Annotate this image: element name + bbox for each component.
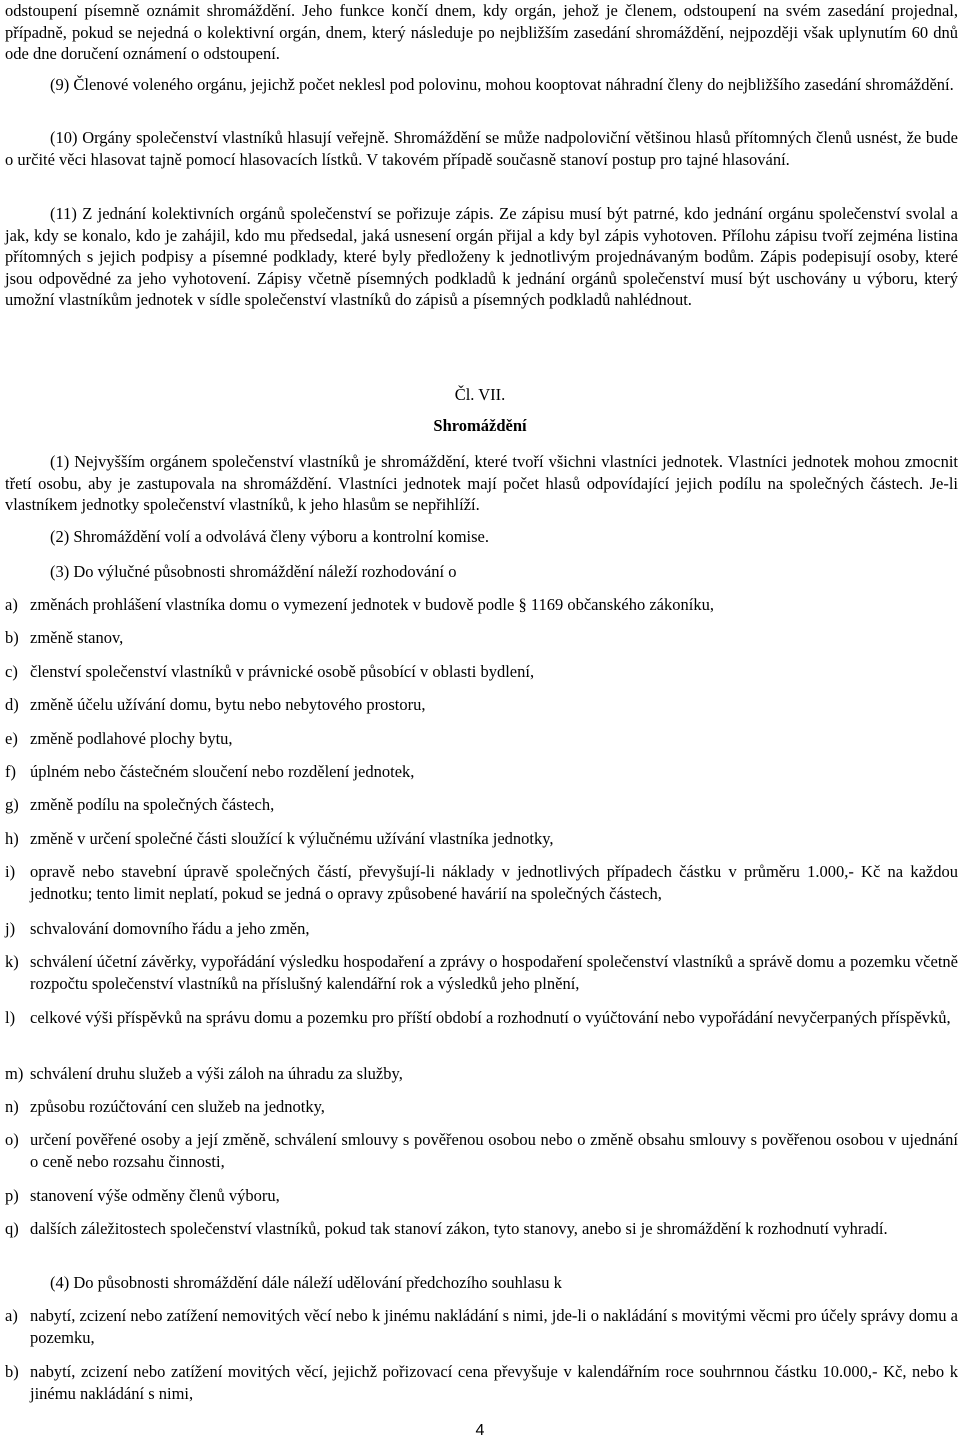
- paragraph-3: (3) Do výlučné působnosti shromáždění náleží rozhodování o: [50, 562, 457, 581]
- list-item-text: způsobu rozúčtování cen služeb na jednotky,: [30, 1097, 325, 1116]
- list-item: [5, 1129, 958, 1172]
- list-item-text: schvalování domovního řádu a jeho změn,: [30, 919, 310, 938]
- list-item: [5, 1063, 958, 1085]
- list-item-label: h): [5, 829, 19, 848]
- paragraph-4: (4) Do působnosti shromáždění dále náleží udělování předchozího souhlasu k: [50, 1273, 562, 1292]
- list-item-label: b): [5, 628, 19, 647]
- paragraph-9: (9) Členové voleného orgánu, jejichž počet neklesl pod polovinu, mohou kooptovat náhradní členy do nejbližšího zasedání shromáždění.: [50, 75, 954, 94]
- list-item-label: g): [5, 795, 19, 814]
- page-number: 4: [475, 1422, 485, 1439]
- list-item-text: členství společenství vlastníků v právnické osobě působící v oblasti bydlení,: [30, 662, 535, 681]
- list-item: [5, 828, 958, 850]
- list-item: [5, 627, 958, 649]
- list-item: [5, 794, 958, 816]
- list-item: [5, 1185, 958, 1207]
- list-item-text: schválení druhu služeb a výši záloh na úhradu za služby,: [30, 1064, 403, 1083]
- list-item: [5, 1096, 958, 1118]
- list-item-text: celkové výši příspěvků na správu domu a pozemku pro příští období a rozhodnutí o vyúčtování nebo vypořádání nevyčerpaných příspěvků,: [30, 1008, 951, 1027]
- list-item: [5, 918, 958, 940]
- list-item-text: změnách prohlášení vlastníka domu o vymezení jednotek v budově podle § 1169 občanského zákoníku,: [30, 595, 714, 614]
- list-item-text: opravě nebo stavební úpravě společných částí, převyšují-li náklady v jednotlivých případech částku v průměru 1.000,- Kč na každou jednotku; tento limit neplatí, pokud se jedná o opravy způsobené havárií na společných částech,: [30, 862, 958, 903]
- list-item-text: změně účelu užívání domu, bytu nebo nebytového prostoru,: [30, 695, 426, 714]
- list-item-label: a): [5, 595, 18, 614]
- list-item-text: změně podílu na společných částech,: [30, 795, 275, 814]
- list-item-label: j): [5, 919, 16, 938]
- list-item-label: m): [5, 1064, 24, 1083]
- list-item: [5, 694, 958, 716]
- list-item-label: d): [5, 695, 19, 714]
- list-item-label: q): [5, 1219, 19, 1238]
- article-number: Čl. VII.: [454, 385, 506, 404]
- list-item-text: změně v určení společné části sloužící k výlučnému užívání vlastníka jednotky,: [30, 829, 554, 848]
- list-item: [5, 661, 958, 683]
- list-item-label: e): [5, 729, 18, 748]
- list-item-text: dalších záležitostech společenství vlastníků, pokud tak stanoví zákon, tyto stanovy, anebo si je shromáždění k rozhodnutí vyhradí.: [30, 1219, 888, 1238]
- list-item-label: i): [5, 862, 16, 881]
- list-item-text: změně stanov,: [30, 628, 124, 647]
- list-item: [5, 951, 958, 994]
- list-item: [5, 1218, 958, 1240]
- list-item-label: b): [5, 1362, 19, 1381]
- list-item: [5, 1007, 958, 1029]
- list-item-label: p): [5, 1186, 19, 1205]
- list-item-text: určení pověřené osoby a její změně, schválení smlouvy s pověřenou osobou nebo o změně obsahu smlouvy s pověřenou osobou v ujednání o ceně nebo rozsahu činnosti,: [30, 1130, 958, 1171]
- paragraph-continuation: odstoupení písemně oznámit shromáždění. Jeho funkce končí dnem, kdy orgán, jehož je členem, odstoupení na svém zasedání projednal, případně, pokud se nejedná o kolektivní orgán, dnem, který následuje po nejbližším zasedání shromáždění, nejpozději však uplynutím 60 dnů ode dne doručení oznámení o odstoupení.: [5, 1, 958, 63]
- list-item: [5, 861, 958, 904]
- list-item-text: schválení účetní závěrky, vypořádání výsledku hospodaření a zprávy o hospodaření společenství vlastníků a správě domu a pozemku včetně rozpočtu společenství vlastníků na příslušný kalendářní rok a výsledků jeho plnění,: [30, 952, 958, 993]
- list-item-label: o): [5, 1130, 19, 1149]
- list-item-label: c): [5, 662, 18, 681]
- list-item-text: nabytí, zcizení nebo zatížení nemovitých věcí nebo k jinému nakládání s nimi, jde-li o nakládání s movitými věcmi pro účely správy domu a pozemku,: [30, 1306, 958, 1347]
- list-item-label: a): [5, 1306, 18, 1325]
- list-item-text: stanovení výše odměny členů výboru,: [30, 1186, 280, 1205]
- list-item: [5, 594, 958, 616]
- article-title: Shromáždění: [433, 416, 527, 435]
- list-item-text: změně podlahové plochy bytu,: [30, 729, 233, 748]
- paragraph-1: (1) Nejvyšším orgánem společenství vlastníků je shromáždění, které tvoří všichni vlastníci jednotek. Vlastníci jednotek mohou zmocnit třetí osobu, aby je zastupovala na shromáždění. Vlastníci jednotek mají počet hlasů odpovídající jejich podílu na společných částech. Je-li vlastníkem jednotky společenství vlastníků, k jeho hlasům se nepřihlíží.: [5, 452, 958, 514]
- list-item-label: f): [5, 762, 16, 781]
- list-item-label: n): [5, 1097, 19, 1116]
- paragraph-2: (2) Shromáždění volí a odvolává členy výboru a kontrolní komise.: [50, 527, 489, 546]
- list-item-text: nabytí, zcizení nebo zatížení movitých věcí, jejichž pořizovací cena převyšuje v kalendářním roce souhrnnou částku 10.000,- Kč, nebo k jinému nakládání s nimi,: [30, 1362, 958, 1403]
- list-item-text: úplném nebo částečném sloučení nebo rozdělení jednotek,: [30, 762, 415, 781]
- list-item-label: l): [5, 1008, 16, 1027]
- list-item: [5, 728, 958, 750]
- list-item: [5, 1361, 958, 1404]
- list-item: [5, 1305, 958, 1348]
- paragraph-10: (10) Orgány společenství vlastníků hlasují veřejně. Shromáždění se může nadpoloviční většinou hlasů přítomných členů usnést, že bude o určité věci hlasovat tajně pomocí hlasovacích lístků. V takovém případě současně stanoví postup pro tajné hlasování.: [5, 128, 958, 169]
- list-item: [5, 761, 958, 783]
- list-item-label: k): [5, 952, 19, 971]
- paragraph-11: (11) Z jednání kolektivních orgánů společenství se pořizuje zápis. Ze zápisu musí být patrné, kdo jednání orgánu společenství svolal a jak, kdy se konalo, kdo je zahájil, kdo mu předsedal, jaká usnesení orgán přijal a kdy byl zápis vyhotoven. Přílohu zápisu tvoří zejména listina přítomných s jejich podpisy a písemné podklady, které byly předloženy k jednotlivým projednávaným bodům. Zápis podepisují osoby, které jsou odpovědné za jeho vyhotovení. Zápisy včetně písemných podkladů k jednání orgánů společenství musí být uschovány u výboru, který umožní vlastníkům jednotek v sídle společenství vlastníků do zápisů a písemných podkladů nahlédnout.: [5, 204, 958, 309]
